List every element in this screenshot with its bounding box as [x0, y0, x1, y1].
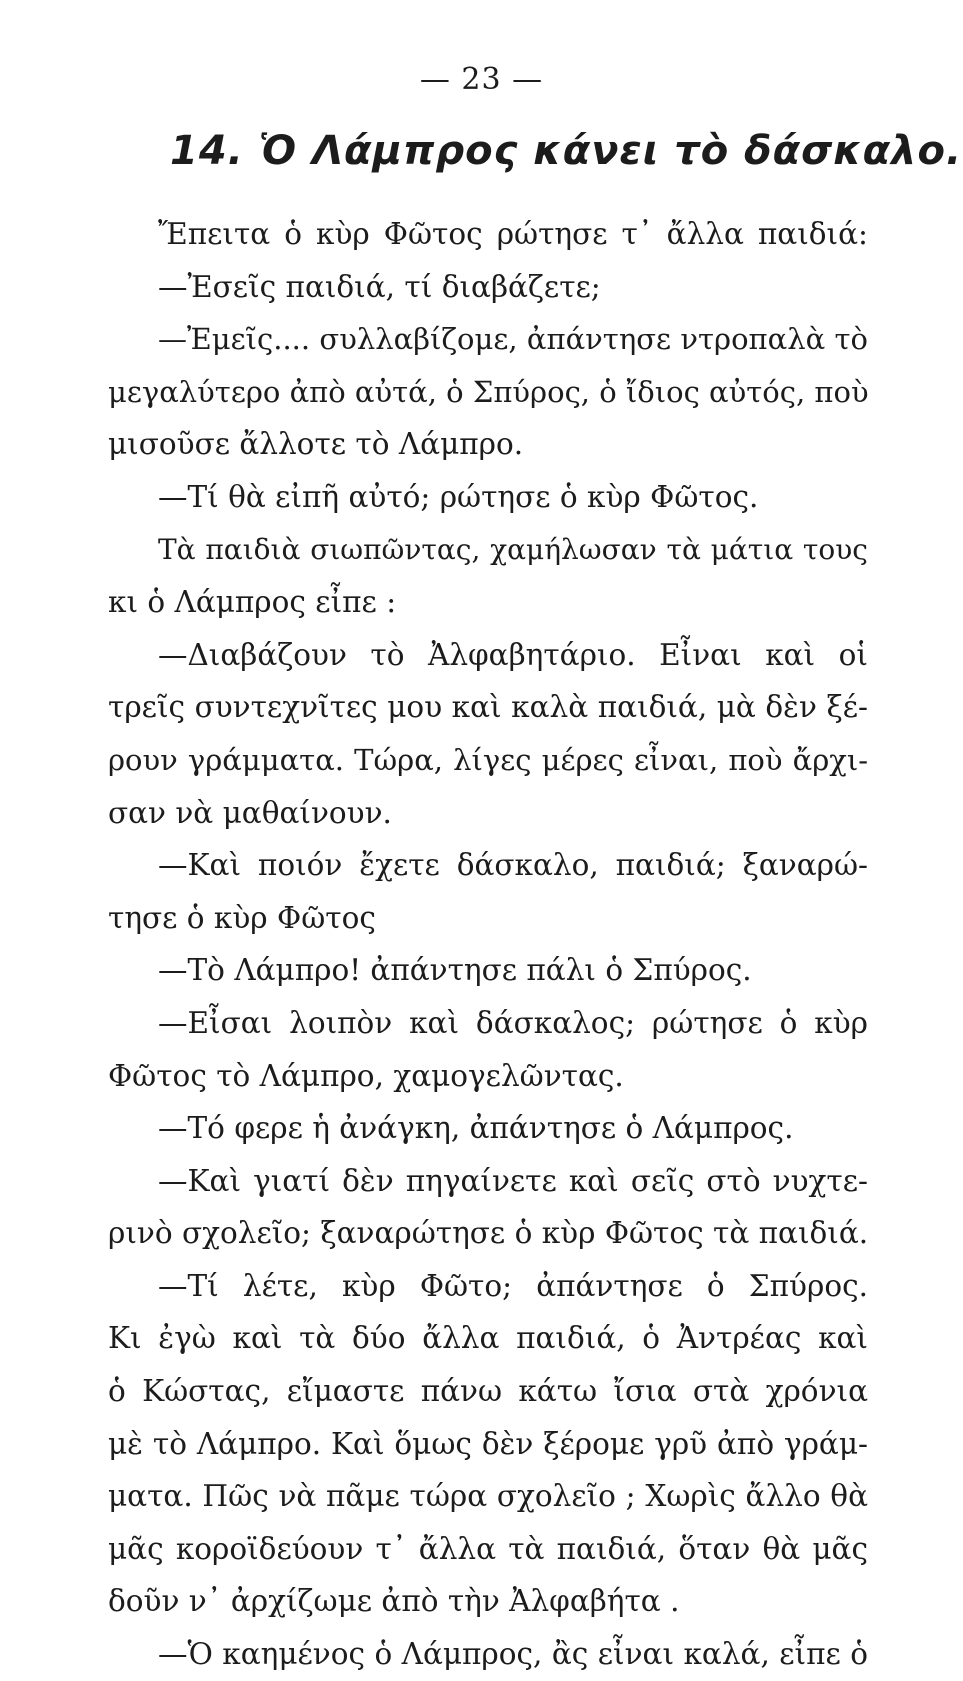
text-line: μὲ τὸ Λάμπρο. Καὶ ὅμως δὲν ξέρομε γρῦ ἀπὸ γράμ- [108, 1426, 868, 1461]
text-line: ρινὸ σχολεῖο; ξαναρώτησε ὁ κὺρ Φῶτος τὰ παιδιά. [108, 1216, 869, 1251]
page-number: — 23 — [419, 62, 544, 97]
text-line: ὁ Κώστας, εἴμαστε πάνω κάτω ἴσια στὰ χρόνια [108, 1374, 868, 1409]
text-line: μᾶς κοροϊδεύουν τ᾿ ἄλλα τὰ παιδιά, ὅταν θὰ μᾶς [108, 1531, 868, 1566]
text-line: —Καὶ ποιόν ἔχετε δάσκαλο, παιδιά; ξαναρώ- [158, 848, 868, 883]
text-line: μισοῦσε ἄλλοτε τὸ Λάμπρο. [108, 427, 524, 462]
text-line: —Διαβάζουν τὸ Ἀλφαβητάριο. Εἶναι καὶ οἱ [158, 637, 868, 672]
text-line: —Τό φερε ἡ ἀνάγκη, ἀπάντησε ὁ Λάμπρος. [158, 1111, 794, 1146]
text-line: μεγαλύτερο ἀπὸ αὐτά, ὁ Σπύρος, ὁ ἴδιος αὐτός, ποὺ [108, 374, 869, 409]
text-line: —Καὶ γιατί δὲν πηγαίνετε καὶ σεῖς στὸ νυχτε- [158, 1163, 868, 1198]
text-line: —Τὸ Λάμπρο! ἀπάντησε πάλι ὁ Σπύρος. [158, 953, 752, 988]
text-line: κι ὁ Λάμπρος εἶπε : [108, 585, 397, 620]
text-line: Κι ἐγὼ καὶ τὰ δύο ἄλλα παιδιά, ὁ Ἀντρέας καὶ [108, 1321, 868, 1356]
text-line: —Ἐσεῖς παιδιά, τί διαβάζετε; [158, 269, 601, 304]
text-line: σαν νὰ μαθαίνουν. [108, 795, 392, 830]
text-line: δοῦν ν᾿ ἀρχίζωμε ἀπὸ τὴν Ἀλφαβήτα . [108, 1584, 680, 1619]
text-line: τησε ὁ κὺρ Φῶτος [108, 900, 376, 935]
body-text [108, 208, 868, 1681]
text-line: —Ὁ καημένος ὁ Λάμπρος, ἂς εἶναι καλά, εἶπε ὁ [158, 1637, 868, 1672]
text-line: Ἔπειτα ὁ κὺρ Φῶτος ρώτησε τ᾿ ἄλλα παιδιά: [158, 217, 868, 251]
text-line: Φῶτος τὸ Λάμπρο, χαμογελῶντας. [108, 1058, 624, 1093]
text-line: —Εἶσαι λοιπὸν καὶ δάσκαλος; ρώτησε ὁ κὺρ [158, 1005, 868, 1040]
text-line: —Τί λέτε, κὺρ Φῶτο; ἀπάντησε ὁ Σπύρος. [158, 1268, 868, 1303]
text-line: Τὰ παιδιὰ σιωπῶντας, χαμήλωσαν τὰ μάτια τους [158, 532, 868, 566]
chapter-title: 14. Ὁ Λάμπρος κάνει τὸ δάσκαλο. [170, 128, 963, 174]
text-line: —Ἐμεῖς.... συλλαβίζομε, ἀπάντησε ντροπαλὰ τὸ [158, 322, 868, 357]
text-line: —Τί θὰ εἰπῆ αὐτό; ρώτησε ὁ κὺρ Φῶτος. [158, 479, 759, 514]
text-line: ρουν γράμματα. Τώρα, λίγες μέρες εἶναι, ποὺ ἄρχι- [108, 742, 868, 777]
text-line: τρεῖς συντεχνῖτες μου καὶ καλὰ παιδιά, μὰ δὲν ξέ- [108, 690, 868, 725]
text-line: ματα. Πῶς νὰ πᾶμε τώρα σχολεῖο ; Χωρὶς ἄλλο θὰ [108, 1479, 868, 1514]
